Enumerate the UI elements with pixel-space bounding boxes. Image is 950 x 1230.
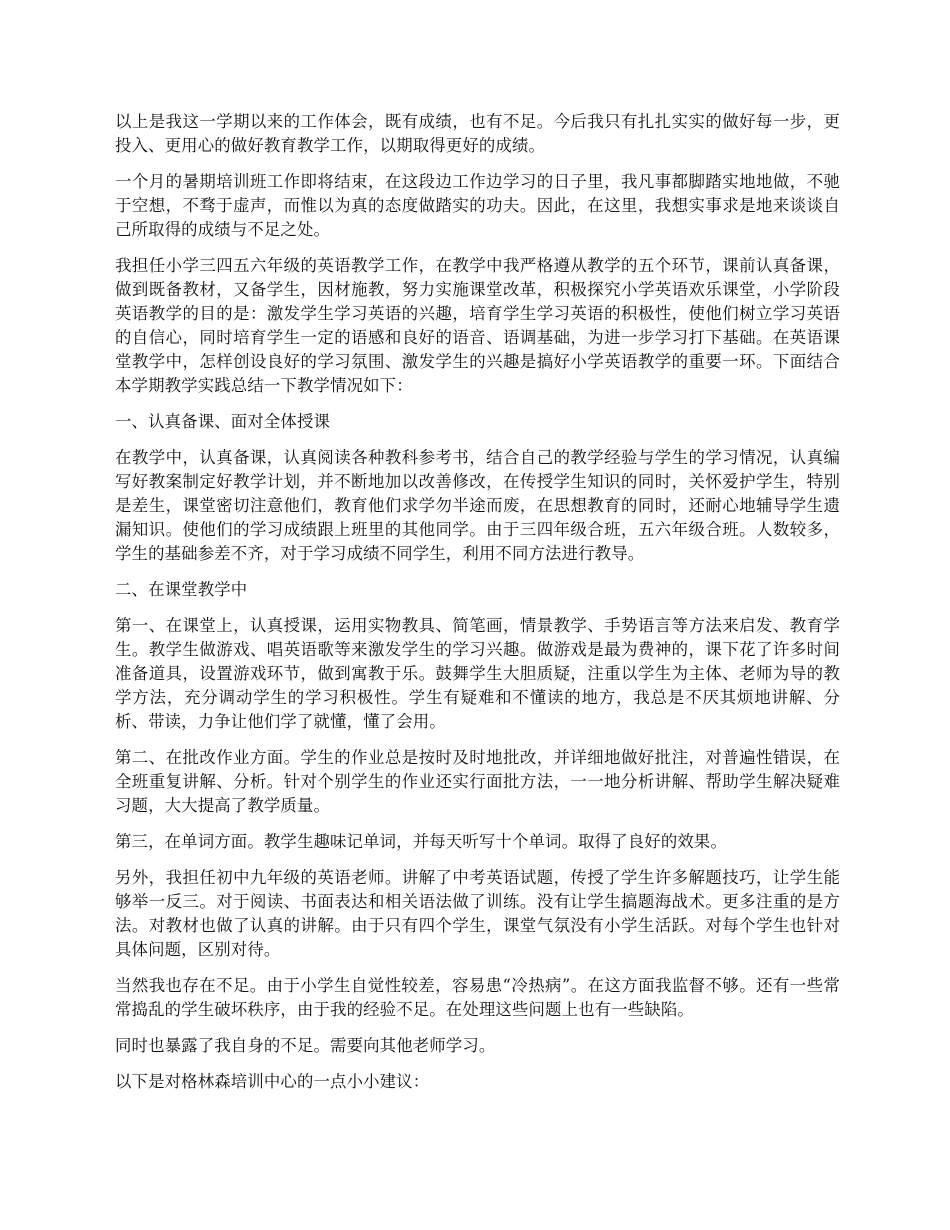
paragraph-shortcomings: 当然我也存在不足。由于小学生自觉性较差，容易患“冷热病”。在这方面我监督不够。还有一些常常捣乱的学生破坏秩序，由于我的经验不足。在处理这些问题上也有一些缺陷。 — [115, 976, 840, 1019]
paragraph-classroom-third: 第三，在单词方面。教学生趣味记单词，并每天听写十个单词。取得了良好的效果。 — [115, 832, 728, 851]
paragraph-lesson-prep: 在教学中，认真备课，认真阅读各种教科参考书，结合自己的教学经验与学生的学习情况，认真编写好教案制定好教学计划，并不断地加以改善修改，在传授学生知识的同时，关怀爱护学生，特别是差生，课堂密切注意他们，教育他们求学勿半途而废，在思想教育的同时，还耐心地辅导学生遗漏知识。使他们的学习成绩跟上班里的其他同学。由于三四年级合班，五六年级合班。人数较多，学生的基础参差不齐，对于学习成绩不同学生，利用不同方法进行教导。 — [115, 448, 840, 563]
paragraph-grade-nine: 另外，我担任初中九年级的英语老师。讲解了中考英语试题，传授了学生许多解题技巧，让学生能够举一反三。对于阅读、书面表达和相关语法做了训练。没有让学生搞题海战术。更多注重的是方法。对教材也做了认真的讲解。由于只有四个学生，课堂气氛没有小学生活跃。对每个学生也针对具体问题，区别对待。 — [115, 868, 840, 959]
document-body — [115, 110, 840, 1106]
paragraph-intro: 一个月的暑期培训班工作即将结束，在这段边工作边学习的日子里，我凡事都脚踏实地地做，不驰于空想，不骛于虚声，而惟以为真的态度做踏实的功夫。因此，在这里，我想实事求是地来谈谈自己所取得的成绩与不足之处。 — [115, 172, 840, 239]
paragraph-classroom-first: 第一、在课堂上，认真授课，运用实物教具、简笔画，情景教学、手势语言等方法来启发、教育学生。教学生做游戏、唱英语歌等来激发学生的学习兴趣。做游戏是最为费神的，课下花了许多时间准备道具，设置游戏环节，做到寓教于乐。鼓舞学生大胆质疑，注重以学生为主体、老师为导的教学方法，充分调动学生的学习积极性。学生有疑难和不懂读的地方，我总是不厌其烦地讲解、分析、带读，力争让他们学了就懂，懂了会用。 — [115, 616, 840, 731]
section-heading-lesson-prep: 一、认真备课、面对全体授课 — [115, 412, 331, 431]
paragraph-summary: 以上是我这一学期以来的工作体会，既有成绩，也有不足。今后我只有扎扎实实的做好每一步，更投入、更用心的做好教育教学工作，以期取得更好的成绩。 — [115, 112, 840, 155]
paragraph-self-improvement: 同时也暴露了我自身的不足。需要向其他老师学习。 — [115, 1036, 496, 1055]
paragraph-teaching-overview: 我担任小学三四五六年级的英语教学工作，在教学中我严格遵从教学的五个环节，课前认真备课，做到既备教材，又备学生，因材施教，努力实施课堂改革，积极探究小学英语欢乐课堂，小学阶段英语教学的目的是：激发学生学习英语的兴趣，培育学生学习英语的积极性，使他们树立学习英语的自信心，同时培育学生一定的语感和良好的语音、语调基础，为进一步学习打下基础。在英语课堂教学中，怎样创设良好的学习氛围、激发学生的兴趣是搞好小学英语教学的重要一环。下面结合本学期教学实践总结一下教学情况如下： — [115, 256, 840, 395]
section-heading-classroom: 二、在课堂教学中 — [115, 580, 248, 599]
paragraph-suggestions: 以下是对格林森培训中心的一点小小建议： — [115, 1072, 430, 1091]
paragraph-classroom-second: 第二、在批改作业方面。学生的作业总是按时及时地批改，并详细地做好批注，对普遍性错误，在全班重复讲解、分析。针对个别学生的作业还实行面批方法，一一地分析讲解、帮助学生解决疑难习题，大大提高了教学质量。 — [115, 748, 840, 815]
